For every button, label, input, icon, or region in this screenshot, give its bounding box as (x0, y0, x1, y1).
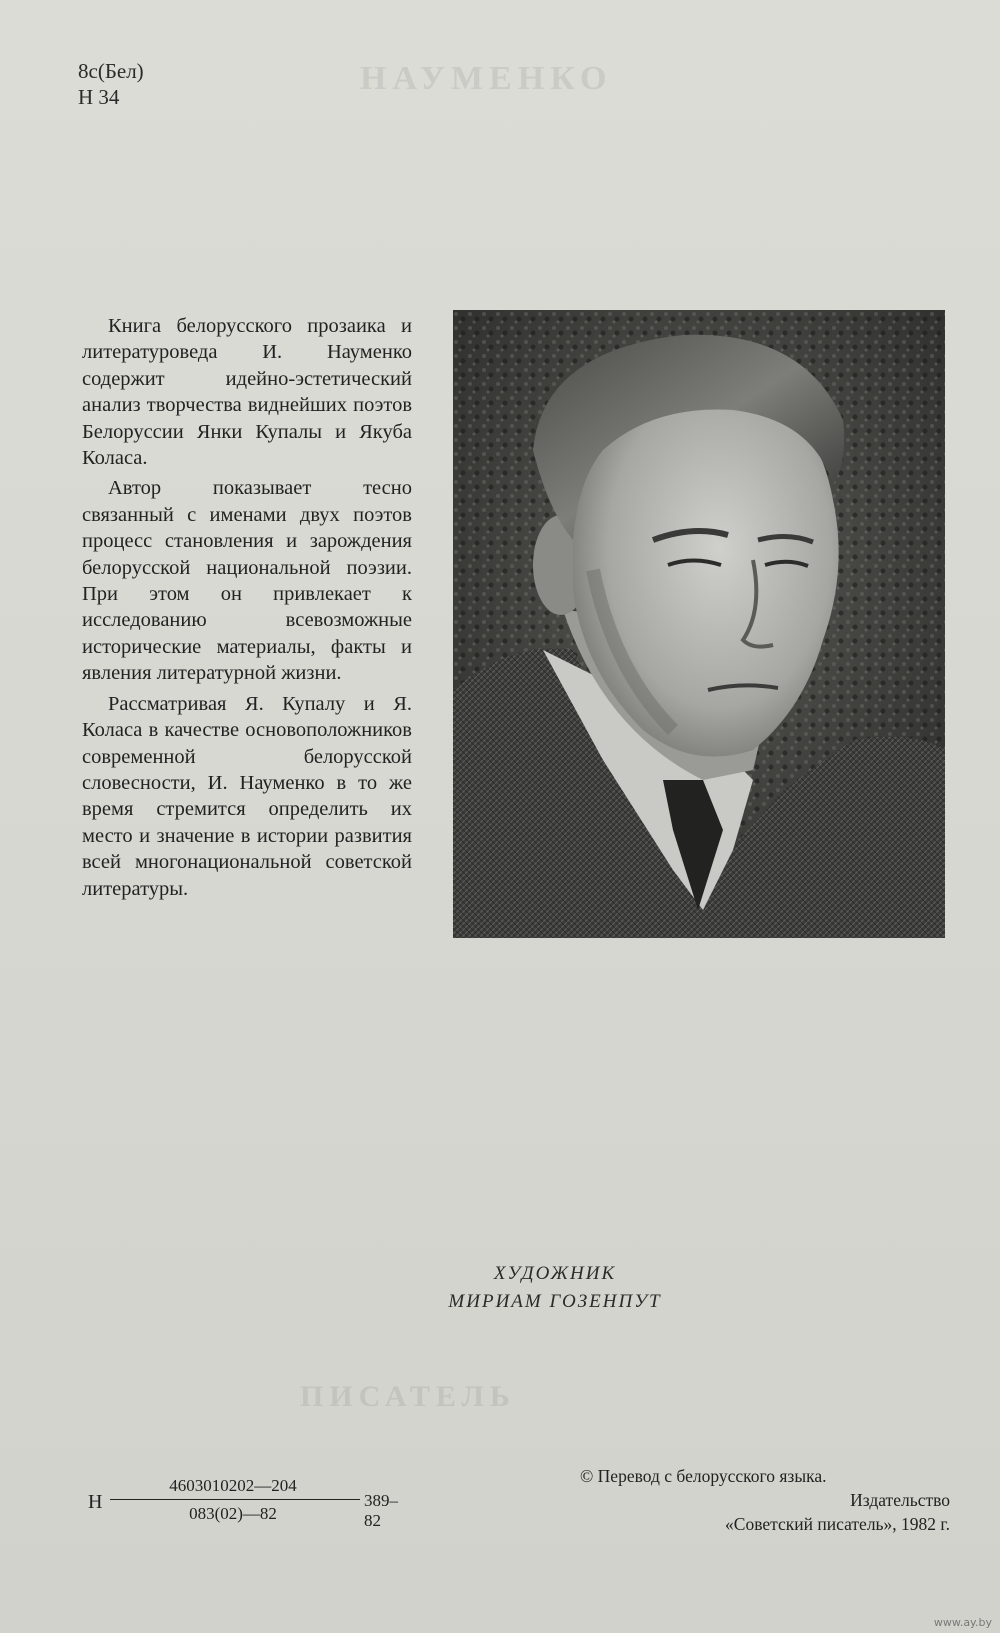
copyright-line-2: Издательство (850, 1490, 950, 1510)
classification-line-2: Н 34 (78, 85, 120, 109)
copyright-line-3: «Советский писатель», 1982 г. (725, 1514, 950, 1534)
artist-credit (0, 1260, 1000, 1316)
artist-role: ХУДОЖНИК (493, 1263, 617, 1284)
bleed-through-text: ПИСАТЕЛЬ (300, 1380, 516, 1413)
classification-code (78, 58, 144, 110)
copyright-line-1: © Перевод с белорусского языка. (580, 1466, 827, 1486)
bleed-through-text: НАУМЕНКО (360, 60, 613, 97)
copyright-notice (580, 1464, 950, 1536)
portrait-photo-image (453, 310, 945, 938)
fraction-line (110, 1499, 360, 1500)
annotation-paragraph: Рассматривая Я. Купалу и Я. Коласа в качестве основоположников современной белорусской словесности, И. Науменко в то же время стремится определить их место и значение в истории развития всей многонациональной советской литературы. (82, 692, 412, 900)
artist-name: МИРИАМ ГОЗЕНПУТ (448, 1291, 662, 1312)
annotation-paragraph: Книга белорусского прозаика и литературоведа И. Науменко содержит идейно-эстетический анализ творчества виднейших поэтов Белоруссии Янки Купалы и Якуба Коласа. (82, 315, 412, 470)
index-numerator: 4603010202—204 (169, 1476, 297, 1495)
bibliographic-index (88, 1474, 398, 1534)
book-annotation (82, 313, 412, 906)
index-code: 389–82 (364, 1491, 398, 1530)
index-denominator: 083(02)—82 (189, 1504, 277, 1523)
site-watermark: www.ay.by (933, 1616, 992, 1629)
index-prefix: Н (88, 1491, 103, 1513)
classification-line-1: 8с(Бел) (78, 59, 144, 83)
author-portrait (453, 310, 945, 938)
annotation-paragraph: Автор показывает тесно связанный с именами двух поэтов процесс становления и зарождения белорусской национальной поэзии. При этом он привлекает к исследованию всевозможные исторические материалы, факты и явления литературной жизни. (82, 477, 412, 685)
